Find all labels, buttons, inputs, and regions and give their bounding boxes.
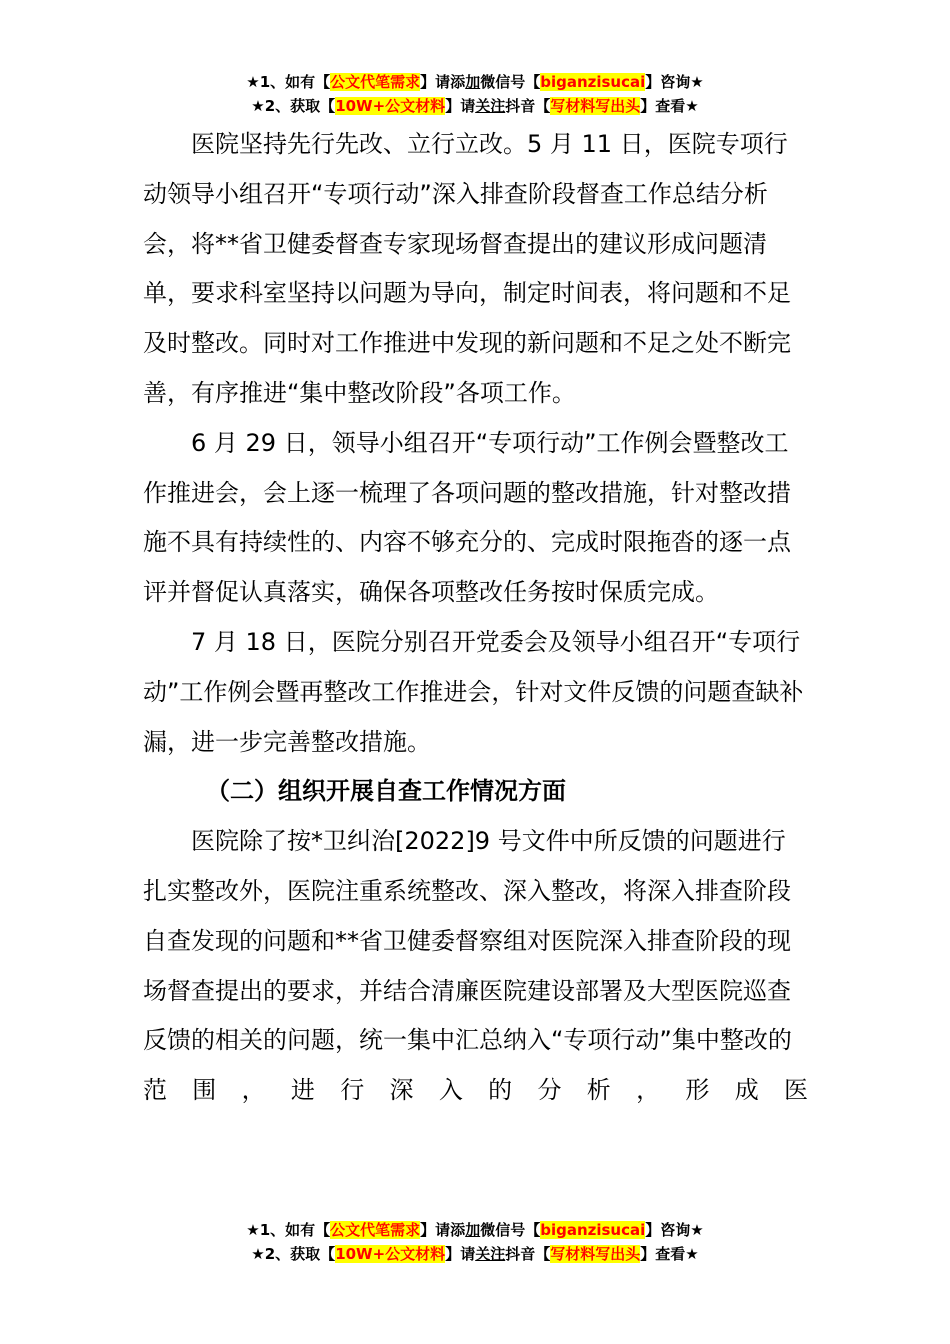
banner-line-2 (0, 94, 950, 118)
banner-text: 】请添 (420, 73, 466, 91)
paragraph-3: 7 月 18 日，医院分别召开党委会及领导小组召开“专项行动”工作例会暨再整改工作推进会，针对文件反馈的问题查缺补漏，进一步完善整改措施。 (143, 627, 804, 756)
banner-text: 微信号【 (480, 73, 541, 91)
banner-highlight: 写材料写出头 (550, 97, 641, 115)
banner-line-2 (0, 1242, 950, 1266)
banner-text: ★1、如有【 (246, 1221, 331, 1239)
banner-highlight: 公文代笔需求 (330, 73, 421, 91)
banner-highlight: 公文代笔需求 (330, 1221, 421, 1239)
banner-text: 】请 (445, 1245, 476, 1263)
banner-highlight: 10W+公文材料 (335, 97, 446, 115)
banner-text: 关注 (475, 97, 506, 115)
banner-text: 】咨询★ (645, 73, 704, 91)
header-banner (0, 70, 950, 118)
banner-text: ★2、获取【 (251, 1245, 336, 1263)
banner-text: 抖音【 (505, 97, 551, 115)
section-heading: （二）组织开展自查工作情况方面 (206, 777, 566, 806)
banner-text: 微信号【 (480, 1221, 541, 1239)
banner-text: ★1、如有【 (246, 73, 331, 91)
banner-text: 加 (465, 73, 481, 91)
banner-text: 加 (465, 1221, 481, 1239)
banner-line-1 (0, 70, 950, 94)
paragraph-1: 医院坚持先行先改、立行立改。5 月 11 日，医院专项行动领导小组召开“专项行动”深入排查阶段督查工作总结分析会，将**省卫健委督查专家现场督查提出的建议形成问题清单，要求科室坚持以问题为导向，制定时间表，将问题和不足及时整改。同时对工作推进中发现的新问题和不足之处不断完善，有序推进“集中整改阶段”各项工作。 (143, 130, 791, 407)
banner-highlight: 10W+公文材料 (335, 1245, 446, 1263)
banner-line-1 (0, 1218, 950, 1242)
banner-text: 关注 (475, 1245, 506, 1263)
banner-text: 】查看★ (640, 1245, 699, 1263)
banner-text: 】请添 (420, 1221, 466, 1239)
banner-highlight: biganzisucai (540, 73, 646, 91)
paragraph-2: 6 月 29 日，领导小组召开“专项行动”工作例会暨整改工作推进会，会上逐一梳理了各项问题的整改措施，针对整改措施不具有持续性的、内容不够充分的、完成时限拖沓的逐一点评并督促认真落实，确保各项整改任务按时保质完成。 (143, 428, 791, 607)
banner-text: ★2、获取【 (251, 97, 336, 115)
document-body (143, 120, 808, 1116)
banner-text: 抖音【 (505, 1245, 551, 1263)
footer-banner (0, 1218, 950, 1266)
paragraph-4: 医院除了按*卫纠治[2022]9 号文件中所反馈的问题进行扎实整改外，医院注重系统整改、深入整改，将深入排查阶段自查发现的问题和**省卫健委督察组对医院深入排查阶段的现场督查提出的要求，并结合清廉医院建设部署及大型医院巡查反馈的相关的问题，统一集中汇总纳入“专项行动”集中整改的范围，进行深入的分析，形成医 (143, 827, 808, 1105)
banner-highlight: 写材料写出头 (550, 1245, 641, 1263)
banner-text: 】查看★ (640, 97, 699, 115)
banner-text: 】请 (445, 97, 476, 115)
banner-highlight: biganzisucai (540, 1221, 646, 1239)
banner-text: 】咨询★ (645, 1221, 704, 1239)
